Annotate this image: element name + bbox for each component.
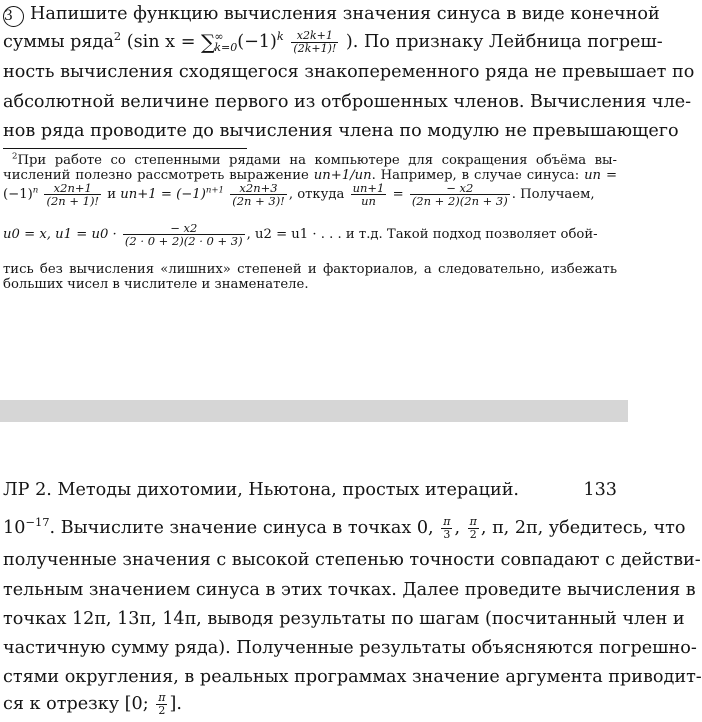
footnote-line-6: больших чисел в числителе и знаменателе.: [3, 277, 309, 292]
body-line-3: тельным значением синуса в этих точках. Далее проведите вычисления в: [3, 580, 696, 600]
footnote-marker: 2: [12, 151, 18, 162]
paragraph-line-5: нов ряда проводите до вычисления члена по модулю не превышающего: [3, 121, 679, 141]
footnote-line-4: u0 = x, u1 = u0 · $\frac{- x2}{(2 \cdot 0 + 2)(2 \cdot 0 + 3)}$ , u2 = u1 · . . . и т.д. Такой подход позволяет обой-: [3, 221, 598, 249]
paragraph-line-4: абсолютной величине первого из отброшенных членов. Вычисления чле-: [3, 92, 692, 112]
footnote-line-2: числений полезно рассмотреть выражение un+1/un. Например, в случае синуса: un =: [3, 168, 617, 183]
body-line-4: точках 12π, 13π, 14π, выводя результаты по шагам (посчитанный член и: [3, 609, 685, 629]
paragraph-line-3: ность вычисления сходящегося знакопеременного ряда не превышает по: [3, 62, 695, 82]
body-line-5: частичную сумму ряда). Полученные результаты объясняются погрешно-: [3, 638, 697, 658]
footnote-line-5: тись без вычисления «лишних» степеней и факториалов, а следовательно, избежать: [3, 262, 617, 277]
paragraph-line-1: 3 Напишите функцию вычисления значения синуса в виде конечной: [3, 4, 617, 27]
page-number: 133: [583, 480, 617, 500]
footnote-ref: 2: [113, 29, 122, 44]
body-line-2: полученные значения с высокой степенью точности совпадают с действи-: [3, 550, 701, 570]
body-line-7: ся к отрезку [0; $\frac{\pi}{2}$ ].: [3, 691, 182, 717]
paragraph-line-2: суммы ряда$^2$ (sin x = ∑ ∞ k=0 $(-1)^k$ $\frac{x2k+1}{(2k+1)!}$ ). По признаку Лейбница погреш-: [3, 29, 663, 55]
body-line-1: $10^{-17}$. Вычислите значение синуса в точках 0, $\frac{\pi}{3}$ , $\frac{\pi}{2}$ , π, 2π, убедитесь, что: [3, 515, 686, 541]
footnote-line-1: $^2$При работе со степенными рядами на компьютере для сокращения объёма вы-: [12, 151, 617, 168]
footnote-rule: [3, 148, 247, 149]
footnote-line-3: $(-1)^n$ $\frac{x2n+1}{(2n + 1)!}$ и $un+1 = (-1)^{n+1}$ $\frac{x2n+3}{(2n + 3)!}$ , откуда $\frac{un+1}{un}$ = $\frac{- x2}{(2n + 2)(2n + 3)}$ . Получаем,: [3, 181, 595, 209]
body-line-6: стями округления, в реальных программах значение аргумента приводит-: [3, 667, 702, 687]
running-header-title: ЛР 2. Методы дихотомии, Ньютона, простых итераций.: [3, 480, 520, 500]
sine-series-formula: (sin x = ∑ ∞ k=0 $(-1)^k$ $\frac{x2k+1}{(2k+1)!}$: [126, 29, 337, 55]
running-header: [3, 480, 617, 500]
page-break-gap: [0, 400, 628, 422]
item-number-marker: 3: [3, 6, 24, 27]
